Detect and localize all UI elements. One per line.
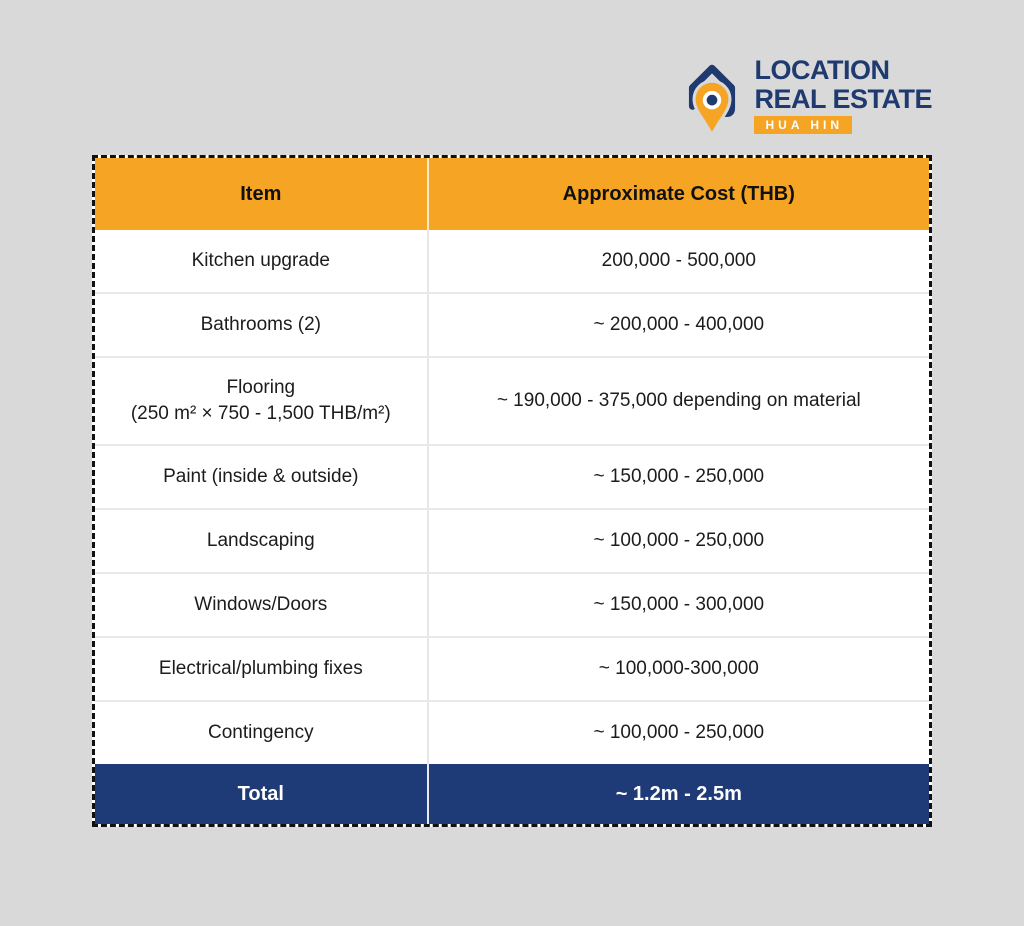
item-label: Flooring: [226, 377, 296, 399]
cost-cell: ~ 150,000 - 300,000: [593, 594, 765, 615]
cost-cell: ~ 100,000 - 250,000: [593, 530, 765, 551]
table-row: [95, 572, 929, 636]
table-row: [95, 700, 929, 764]
cost-cell: ~ 150,000 - 250,000: [593, 466, 765, 487]
total-label: Total: [95, 764, 429, 824]
cost-cell: ~ 100,000 - 250,000: [593, 722, 765, 743]
brand-logo: [678, 54, 932, 136]
cost-cell: ~ 200,000 - 400,000: [593, 314, 765, 335]
cost-cell: ~ 100,000-300,000: [598, 658, 759, 679]
item-cell: Kitchen upgrade: [95, 230, 429, 292]
table-row: [95, 636, 929, 700]
table-header-row: [95, 158, 929, 230]
house-location-pin-icon: [678, 54, 746, 136]
brand-name-line1: LOCATION: [754, 54, 890, 85]
cost-cell: 200,000 - 500,000: [601, 250, 756, 271]
total-row: [95, 764, 929, 824]
item-cell: Contingency: [95, 702, 429, 764]
header-cost: Approximate Cost (THB): [562, 182, 795, 205]
cost-table: [92, 155, 932, 827]
item-cell: [95, 358, 429, 444]
brand-badge: HUA HIN: [754, 116, 852, 134]
total-value: ~ 1.2m - 2.5m: [615, 782, 742, 805]
table-row: [95, 230, 929, 292]
brand-name-line2: REAL ESTATE: [754, 83, 932, 114]
table-row: [95, 508, 929, 572]
item-cell: Electrical/plumbing fixes: [95, 638, 429, 700]
item-cell: Landscaping: [95, 510, 429, 572]
item-cell: Paint (inside & outside): [95, 446, 429, 508]
item-sublabel: (250 m² × 750 - 1,500 THB/m²): [130, 403, 391, 424]
item-cell: Windows/Doors: [95, 574, 429, 636]
table-row: [95, 292, 929, 356]
cost-cell: ~ 190,000 - 375,000 depending on material: [496, 390, 861, 411]
table-row: [95, 356, 929, 444]
item-cell: Bathrooms (2): [95, 294, 429, 356]
brand-text: [754, 56, 932, 134]
header-item: Item: [95, 158, 429, 230]
table-row: [95, 444, 929, 508]
